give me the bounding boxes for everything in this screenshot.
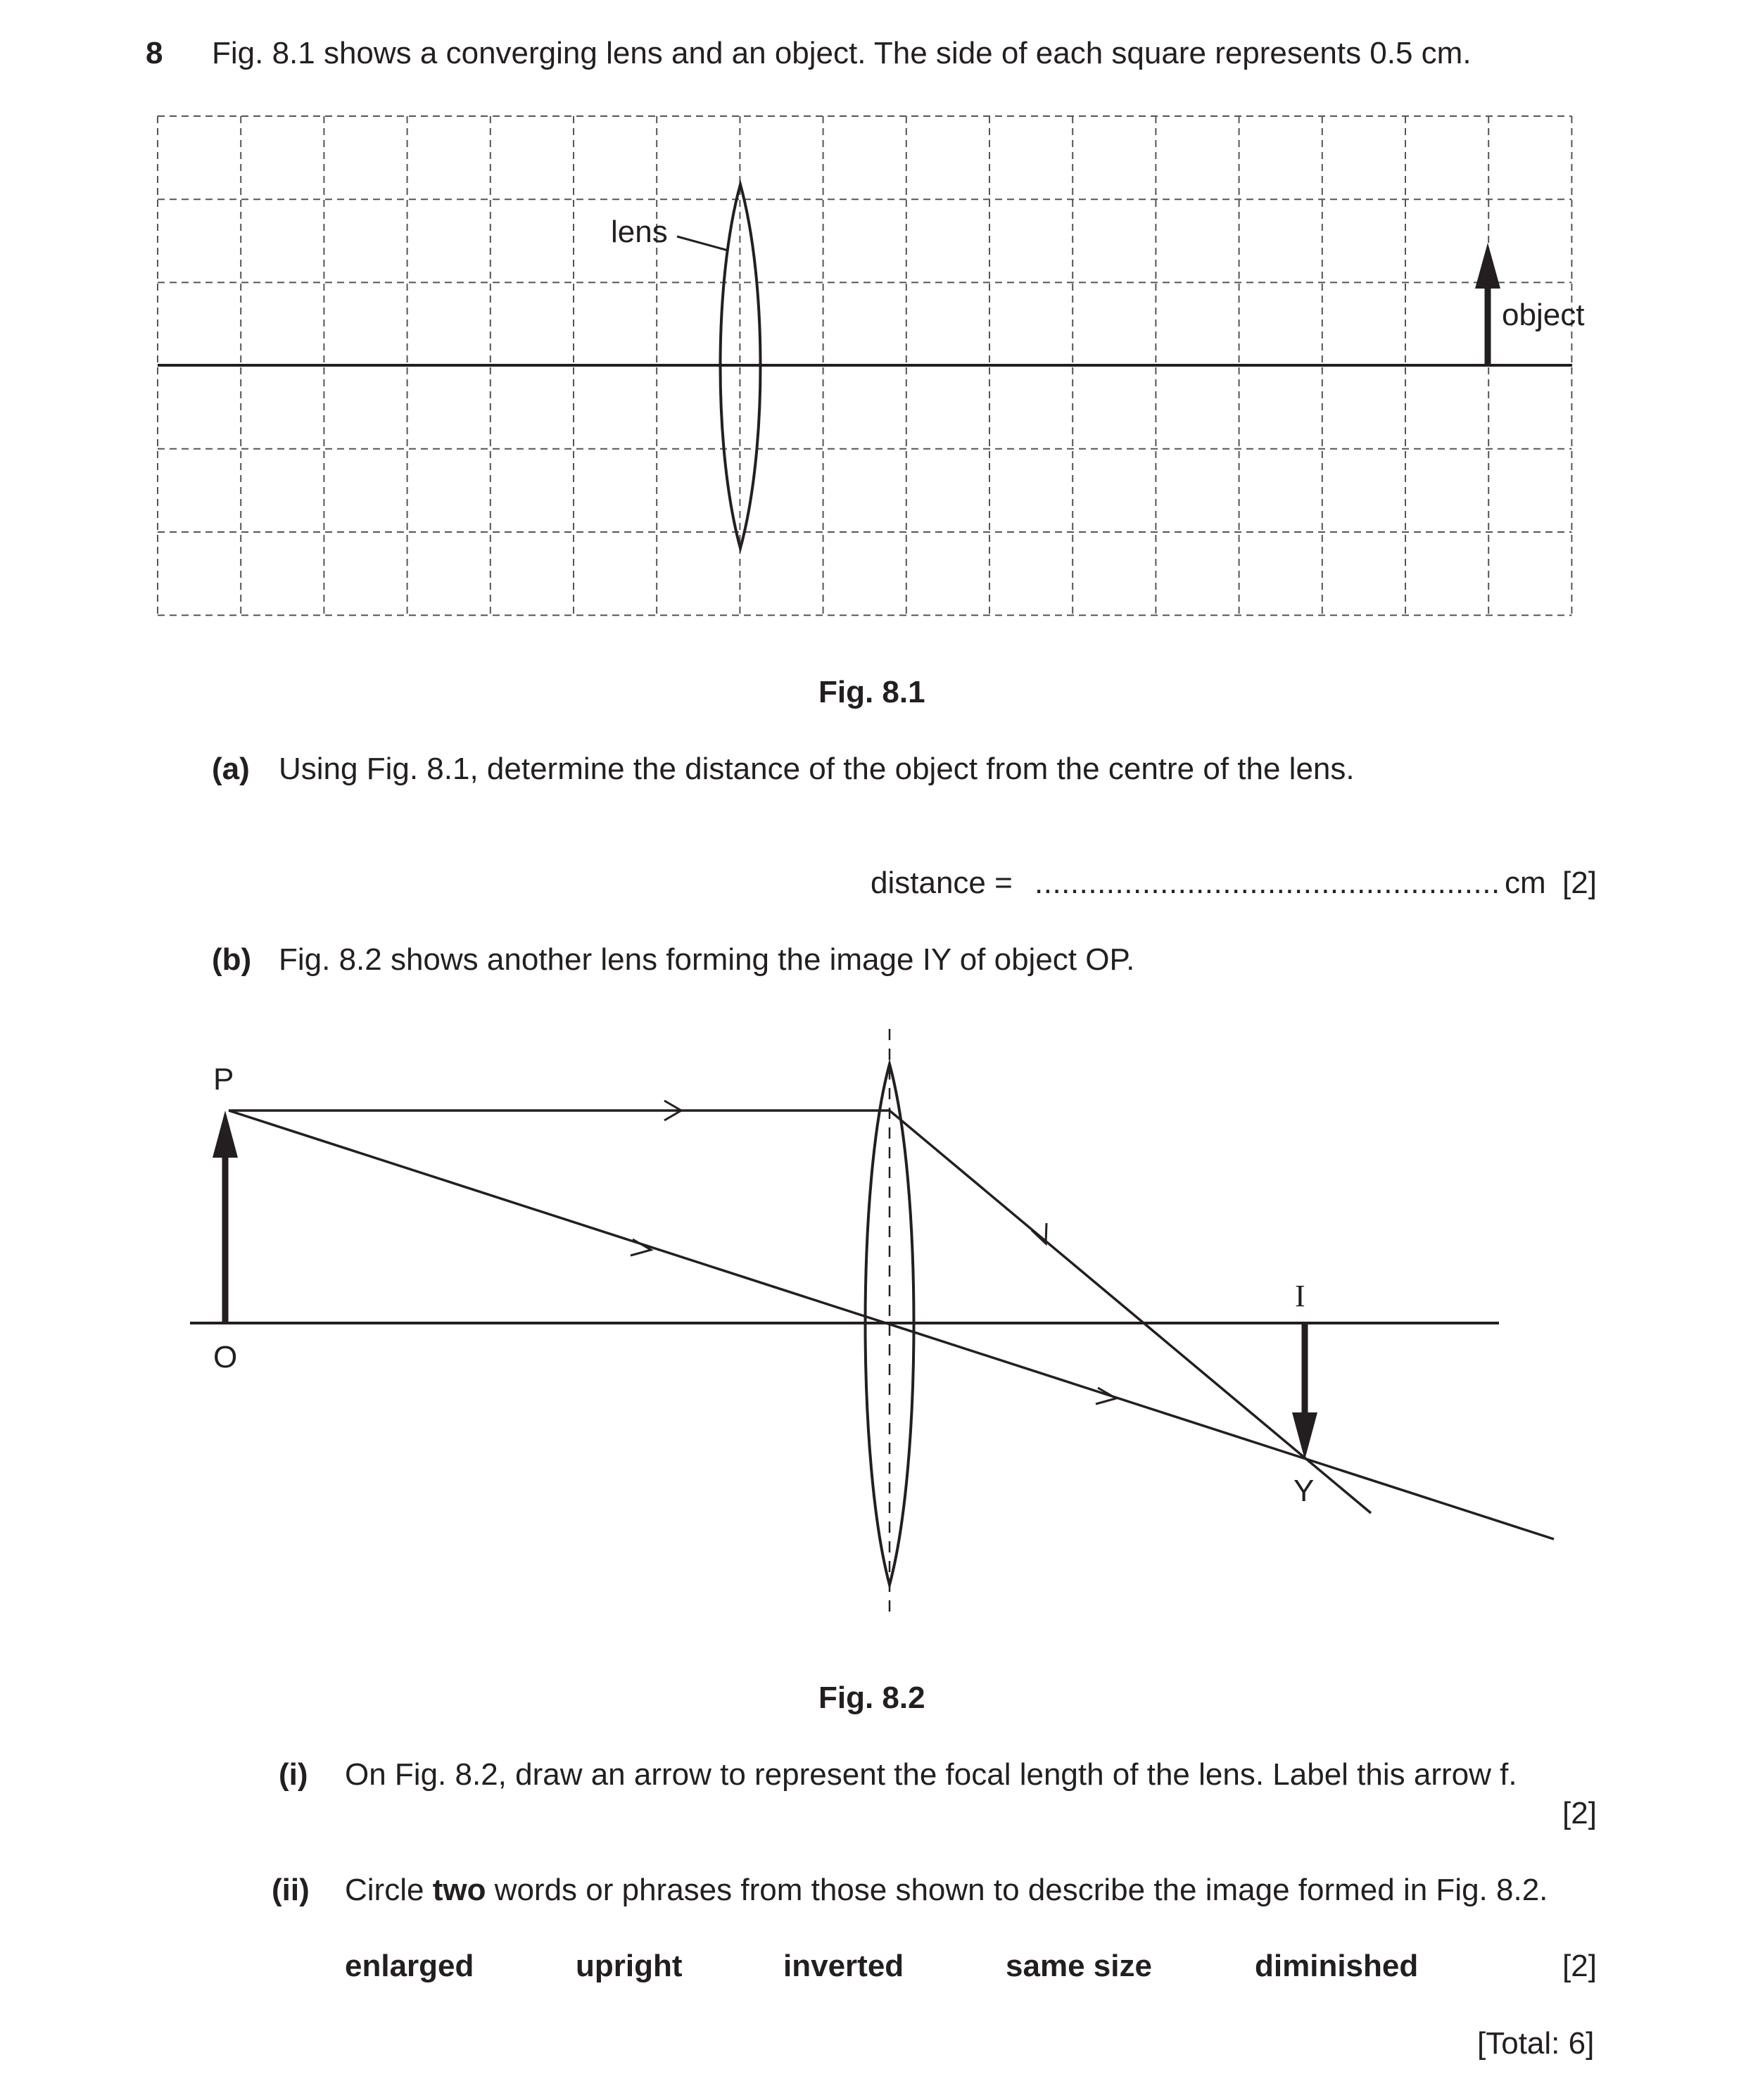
label-i: I <box>1295 1279 1305 1313</box>
object-label: object <box>1502 298 1585 332</box>
part-b-ii-label: (ii) <box>272 1873 310 1907</box>
part-a-label: (a) <box>212 752 250 786</box>
image-arrow-head <box>1292 1412 1317 1460</box>
answer-prefix: distance = <box>871 866 1013 900</box>
question-intro: Fig. 8.1 shows a converging lens and an object. The side of each square represents 0.5 cm. <box>212 36 1472 70</box>
total-marks: [Total: 6] <box>1477 2026 1595 2061</box>
option-upright[interactable]: upright <box>576 1949 683 1983</box>
part-b-ii-marks: [2] <box>1562 1949 1597 1983</box>
ray-parallel <box>229 1111 1371 1513</box>
option-same-size[interactable]: same size <box>1006 1949 1152 1983</box>
fig-8-2-caption: Fig. 8.2 <box>818 1681 925 1715</box>
option-inverted[interactable]: inverted <box>783 1949 904 1983</box>
part-b-ii-text <box>345 1872 1548 1909</box>
part-a-text: Using Fig. 8.1, determine the distance of the object from the centre of the lens. <box>279 752 1355 786</box>
lens-label: lens <box>611 215 668 249</box>
part-b-ii-text-before: Circle <box>345 1873 433 1907</box>
object-arrow-head <box>213 1111 238 1158</box>
question-number: 8 <box>146 36 163 70</box>
ray-direction-arrow-4 <box>1096 1388 1116 1404</box>
option-diminished[interactable]: diminished <box>1255 1949 1419 1983</box>
part-b-ii-text-after: words or phrases from those shown to describe the image formed in Fig. 8.2. <box>486 1873 1548 1907</box>
part-b-text: Fig. 8.2 shows another lens forming the image IY of object OP. <box>279 942 1135 977</box>
label-y: Y <box>1293 1474 1315 1508</box>
label-o: O <box>213 1340 238 1374</box>
part-b-ii-text-bold: two <box>432 1873 486 1907</box>
ray-through-centre <box>229 1111 1554 1539</box>
answer-unit: cm <box>1505 866 1546 900</box>
part-b-label: (b) <box>212 942 252 977</box>
part-b-i-marks: [2] <box>1562 1796 1597 1830</box>
fig-8-1-caption: Fig. 8.1 <box>818 675 925 709</box>
label-p: P <box>213 1062 234 1096</box>
option-enlarged[interactable]: enlarged <box>345 1949 474 1983</box>
part-b-i-text: On Fig. 8.2, draw an arrow to represent the focal length of the lens. Label this arrow f. <box>345 1757 1517 1792</box>
answer-line[interactable]: .................................................... <box>1035 866 1500 900</box>
part-a-marks: [2] <box>1562 866 1597 900</box>
part-b-i-label: (i) <box>279 1757 308 1792</box>
